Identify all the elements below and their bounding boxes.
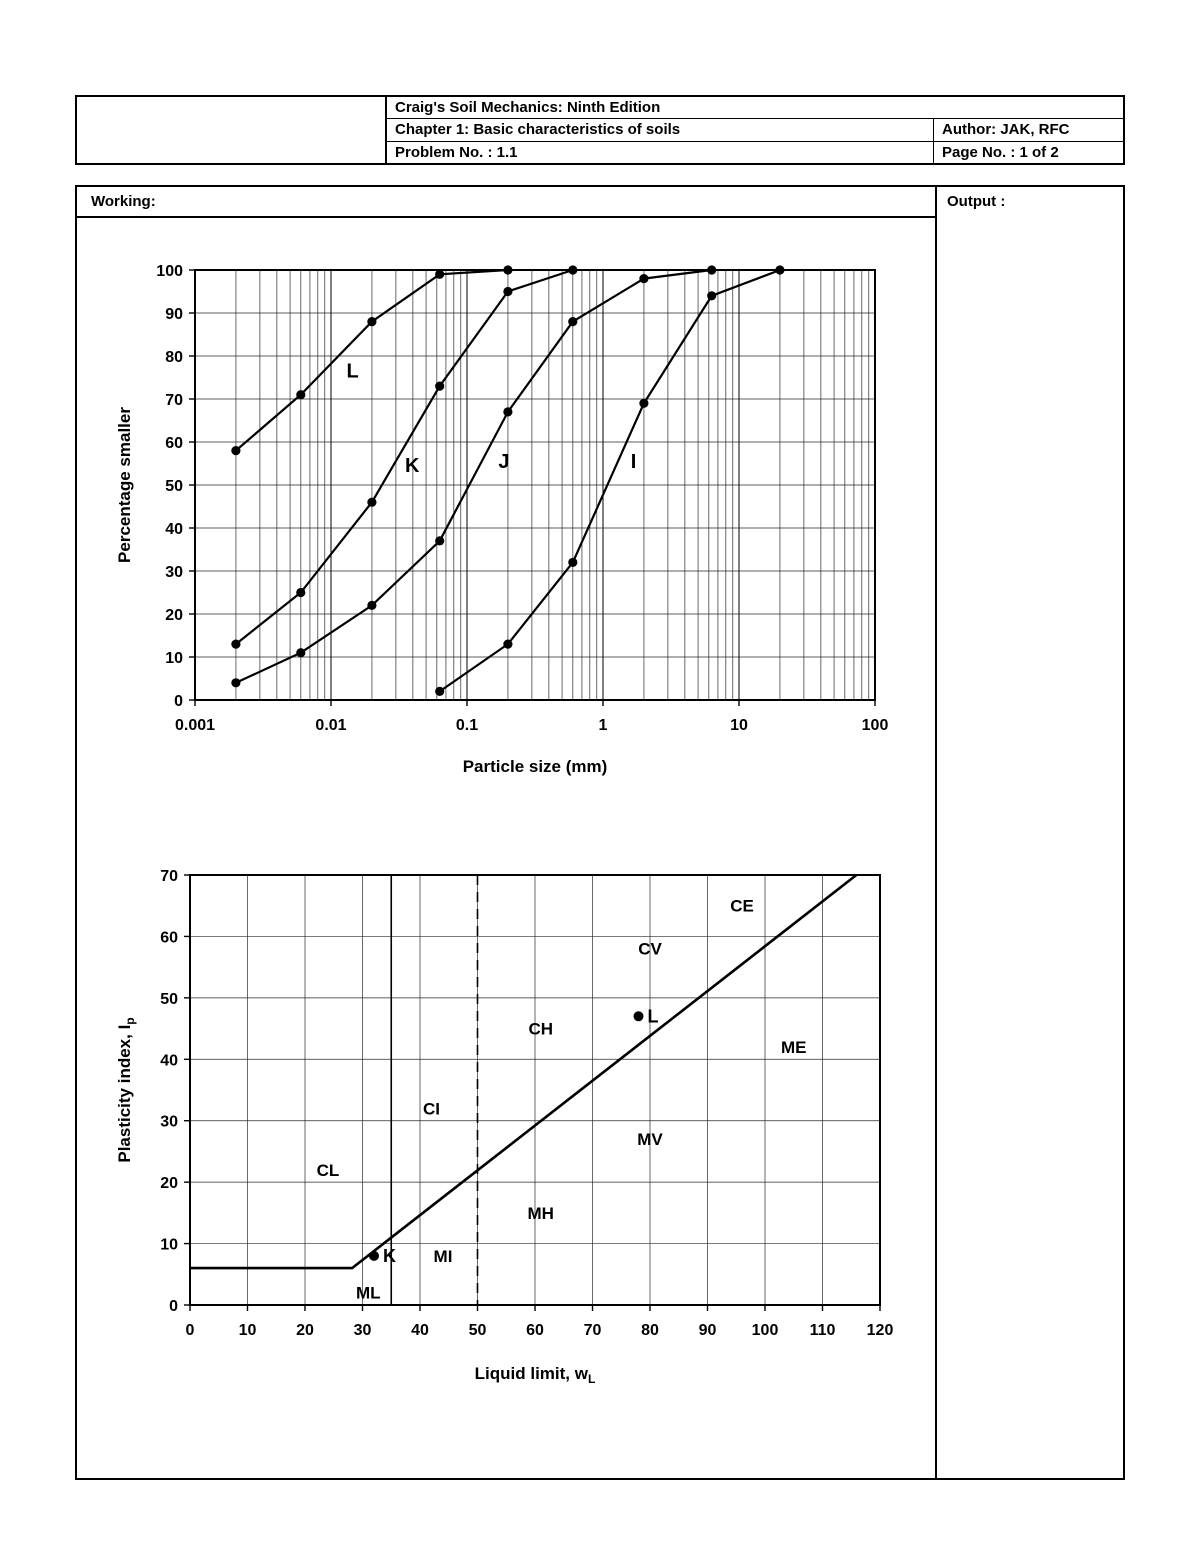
- data-point: [503, 287, 512, 296]
- series-label-K: K: [404, 455, 420, 478]
- data-point: [367, 317, 376, 326]
- data-point: [775, 265, 784, 274]
- y-tick-label: 50: [165, 478, 183, 495]
- x-axis-title: Liquid limit, $w_L$: [474, 1364, 596, 1386]
- x-tick-label: 120: [866, 1322, 894, 1339]
- data-point: [435, 270, 444, 279]
- soil-point-L: [634, 1011, 644, 1021]
- data-point: [639, 399, 648, 408]
- zone-label-MH: MH: [527, 1203, 554, 1223]
- x-tick-label: 20: [296, 1322, 314, 1339]
- header-row-problem: [387, 142, 1123, 163]
- data-point: [231, 678, 240, 687]
- plasticity-chart: [90, 860, 900, 1420]
- working-label: Working:: [91, 193, 156, 210]
- data-point: [503, 265, 512, 274]
- y-tick-label: 20: [165, 607, 183, 624]
- x-tick-label: 0.1: [455, 717, 479, 734]
- y-tick-label: 0: [174, 693, 183, 710]
- data-point: [296, 390, 305, 399]
- particle-size-distribution-chart: [90, 255, 900, 800]
- working-output-box: [75, 185, 1125, 1480]
- x-tick-label: 90: [698, 1322, 717, 1339]
- y-tick-label: 40: [160, 1052, 178, 1070]
- x-axis-title: Particle size (mm): [462, 757, 608, 776]
- x-tick-label: 40: [411, 1322, 429, 1339]
- x-tick-label: 100: [751, 1322, 779, 1339]
- working-underline: [77, 216, 935, 218]
- zone-label-ML: ML: [355, 1283, 381, 1303]
- data-point: [231, 640, 240, 649]
- doc-problem: Problem No. : 1.1: [395, 143, 518, 161]
- data-point: [296, 648, 305, 657]
- x-tick-label: 110: [809, 1322, 836, 1339]
- y-tick-label: 60: [165, 435, 183, 452]
- data-point: [707, 265, 716, 274]
- x-tick-label: 70: [583, 1322, 602, 1339]
- x-tick-label: 50: [468, 1322, 487, 1339]
- x-tick-label: 10: [730, 717, 748, 734]
- y-tick-label: 100: [156, 263, 183, 280]
- doc-author: Author: JAK, RFC: [933, 119, 1123, 140]
- zone-label-CI: CI: [423, 1099, 440, 1119]
- output-column-divider: [935, 187, 937, 1478]
- data-point: [435, 536, 444, 545]
- x-tick-label: 0.01: [315, 717, 347, 734]
- doc-page-number: Page No. : 1 of 2: [933, 142, 1123, 163]
- x-tick-label: 0: [185, 1322, 195, 1339]
- header-table: [75, 95, 1125, 165]
- series-label-L: L: [346, 360, 359, 383]
- x-tick-label: 1: [598, 717, 608, 734]
- header-row-title: [387, 97, 1123, 119]
- doc-chapter: Chapter 1: Basic characteristics of soils: [395, 121, 681, 139]
- soil-point-label-K: K: [383, 1245, 396, 1266]
- x-tick-label: 60: [526, 1322, 544, 1339]
- x-tick-label: 100: [861, 717, 889, 734]
- zone-label-MI: MI: [433, 1246, 453, 1266]
- data-point: [707, 291, 716, 300]
- data-point: [503, 640, 512, 649]
- y-axis-title: Percentage smaller: [115, 407, 134, 563]
- header-main: [387, 97, 1123, 163]
- x-tick-label: 80: [641, 1322, 659, 1339]
- y-tick-label: 80: [165, 349, 183, 366]
- zone-label-MV: MV: [637, 1130, 663, 1150]
- y-tick-label: 10: [160, 1236, 178, 1254]
- data-point: [568, 265, 577, 274]
- y-tick-label: 70: [165, 392, 183, 409]
- data-point: [435, 687, 444, 696]
- data-point: [568, 317, 577, 326]
- zone-label-CH: CH: [528, 1019, 554, 1039]
- soil-point-K: [369, 1251, 379, 1261]
- zone-label-CL: CL: [316, 1160, 340, 1180]
- header-row-chapter: [387, 119, 1123, 141]
- data-point: [231, 446, 240, 455]
- data-point: [367, 601, 376, 610]
- x-tick-label: 0.001: [174, 717, 216, 734]
- zone-label-ME: ME: [781, 1038, 807, 1057]
- y-tick-label: 30: [160, 1113, 178, 1131]
- y-tick-label: 50: [160, 990, 178, 1008]
- a-line: [190, 875, 856, 1268]
- data-point: [435, 382, 444, 391]
- series-label-I: I: [630, 450, 637, 473]
- zone-label-CV: CV: [638, 939, 662, 959]
- data-point: [296, 588, 305, 597]
- y-tick-label: 0: [169, 1298, 178, 1315]
- data-point: [568, 558, 577, 567]
- data-point: [503, 407, 512, 416]
- y-tick-label: 30: [165, 564, 183, 581]
- data-point: [367, 498, 376, 507]
- y-tick-label: 70: [160, 868, 178, 885]
- soil-point-label-L: L: [647, 1006, 659, 1027]
- y-axis-title: Plasticity index, $I_p$: [115, 1017, 137, 1163]
- curve-J: [236, 270, 712, 683]
- y-tick-label: 10: [165, 650, 183, 667]
- zone-label-CE: CE: [730, 896, 754, 916]
- y-tick-label: 60: [160, 929, 178, 947]
- curve-I: [440, 270, 780, 691]
- x-tick-label: 10: [238, 1322, 257, 1339]
- y-tick-label: 40: [165, 521, 183, 538]
- header-blank-cell: [77, 97, 387, 163]
- output-label: Output :: [947, 193, 1006, 210]
- y-tick-label: 20: [160, 1175, 178, 1193]
- data-point: [639, 274, 648, 283]
- y-tick-label: 90: [165, 306, 183, 323]
- doc-title: Craig's Soil Mechanics: Ninth Edition: [395, 99, 661, 117]
- series-label-J: J: [498, 450, 510, 473]
- x-tick-label: 30: [353, 1322, 372, 1339]
